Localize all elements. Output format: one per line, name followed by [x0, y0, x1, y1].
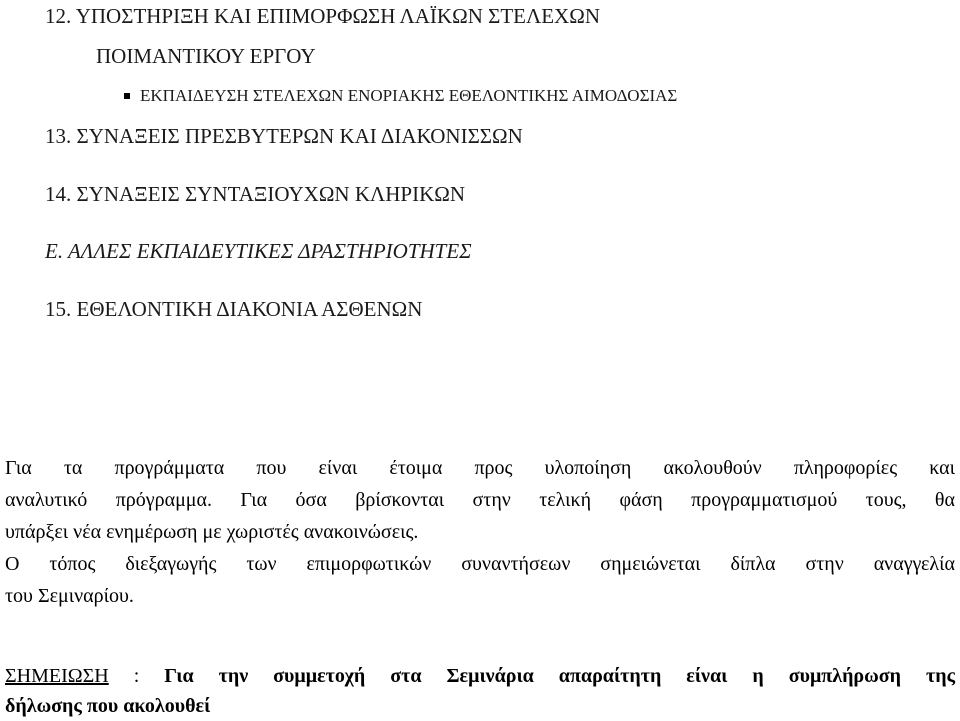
- section-e-heading: Ε. ΑΛΛΕΣ ΕΚΠΑΙΔΕΥΤΙΚΕΣ ΔΡΑΣΤΗΡΙΟΤΗΤΕΣ: [45, 239, 472, 263]
- note-block: [5, 661, 955, 721]
- paragraph-location-line1: Ο τόπος διεξαγωγής των επιμορφωτικών συναντήσεων σημειώνεται δίπλα στην αναγγελία: [5, 553, 955, 575]
- paragraph-programs-line2: αναλυτικό πρόγραμμα. Για όσα βρίσκονται στην τελική φάση προγραμματισμού τους, θα: [5, 489, 955, 511]
- note-separator: :: [108, 665, 165, 687]
- note-line2: δήλωσης που ακολουθεί: [5, 695, 211, 717]
- square-bullet-icon: [124, 93, 130, 99]
- heading-15: 15. ΕΘΕΛΟΝΤΙΚΗ ΔΙΑΚΟΝΙΑ ΑΣΘΕΝΩΝ: [45, 297, 423, 321]
- note-label: ΣΗΜΕΙΩΣΗ: [5, 665, 109, 687]
- note-line1: [5, 661, 955, 691]
- paragraph-programs-line3: υπάρξει νέα ενημέρωση με χωριστές ανακοινώσεις.: [5, 521, 419, 543]
- heading-12-line2: ΠΟΙΜΑΝΤΙΚΟΥ ΕΡΓΟΥ: [96, 44, 316, 68]
- note-line1-text: Για την συμμετοχή στα Σεμινάρια απαραίτητη είναι η συμπλήρωση της: [164, 665, 956, 687]
- paragraph-location-line2: του Σεμιναρίου.: [5, 585, 134, 607]
- heading-12-line1: 12. ΥΠΟΣΤΗΡΙΞΗ ΚΑΙ ΕΠΙΜΟΡΦΩΣΗ ΛΑΪΚΩΝ ΣΤΕΛΕΧΩΝ: [45, 4, 600, 28]
- heading-12-bullet-item: ΕΚΠΑΙΔΕΥΣΗ ΣΤΕΛΕΧΩΝ ΕΝΟΡΙΑΚΗΣ ΕΘΕΛΟΝΤΙΚΗΣ ΑΙΜΟΔΟΣΙΑΣ: [140, 86, 678, 105]
- paragraph-programs: [5, 452, 955, 548]
- heading-13: 13. ΣΥΝΑΞΕΙΣ ΠΡΕΣΒΥΤΕΡΩΝ ΚΑΙ ΔΙΑΚΟΝΙΣΣΩΝ: [45, 124, 523, 148]
- paragraph-location: [5, 548, 955, 612]
- paragraph-programs-line1: Για τα προγράμματα που είναι έτοιμα προς υλοποίηση ακολουθούν πληροφορίες και: [5, 457, 955, 479]
- heading-14: 14. ΣΥΝΑΞΕΙΣ ΣΥΝΤΑΞΙΟΥΧΩΝ ΚΛΗΡΙΚΩΝ: [45, 182, 466, 206]
